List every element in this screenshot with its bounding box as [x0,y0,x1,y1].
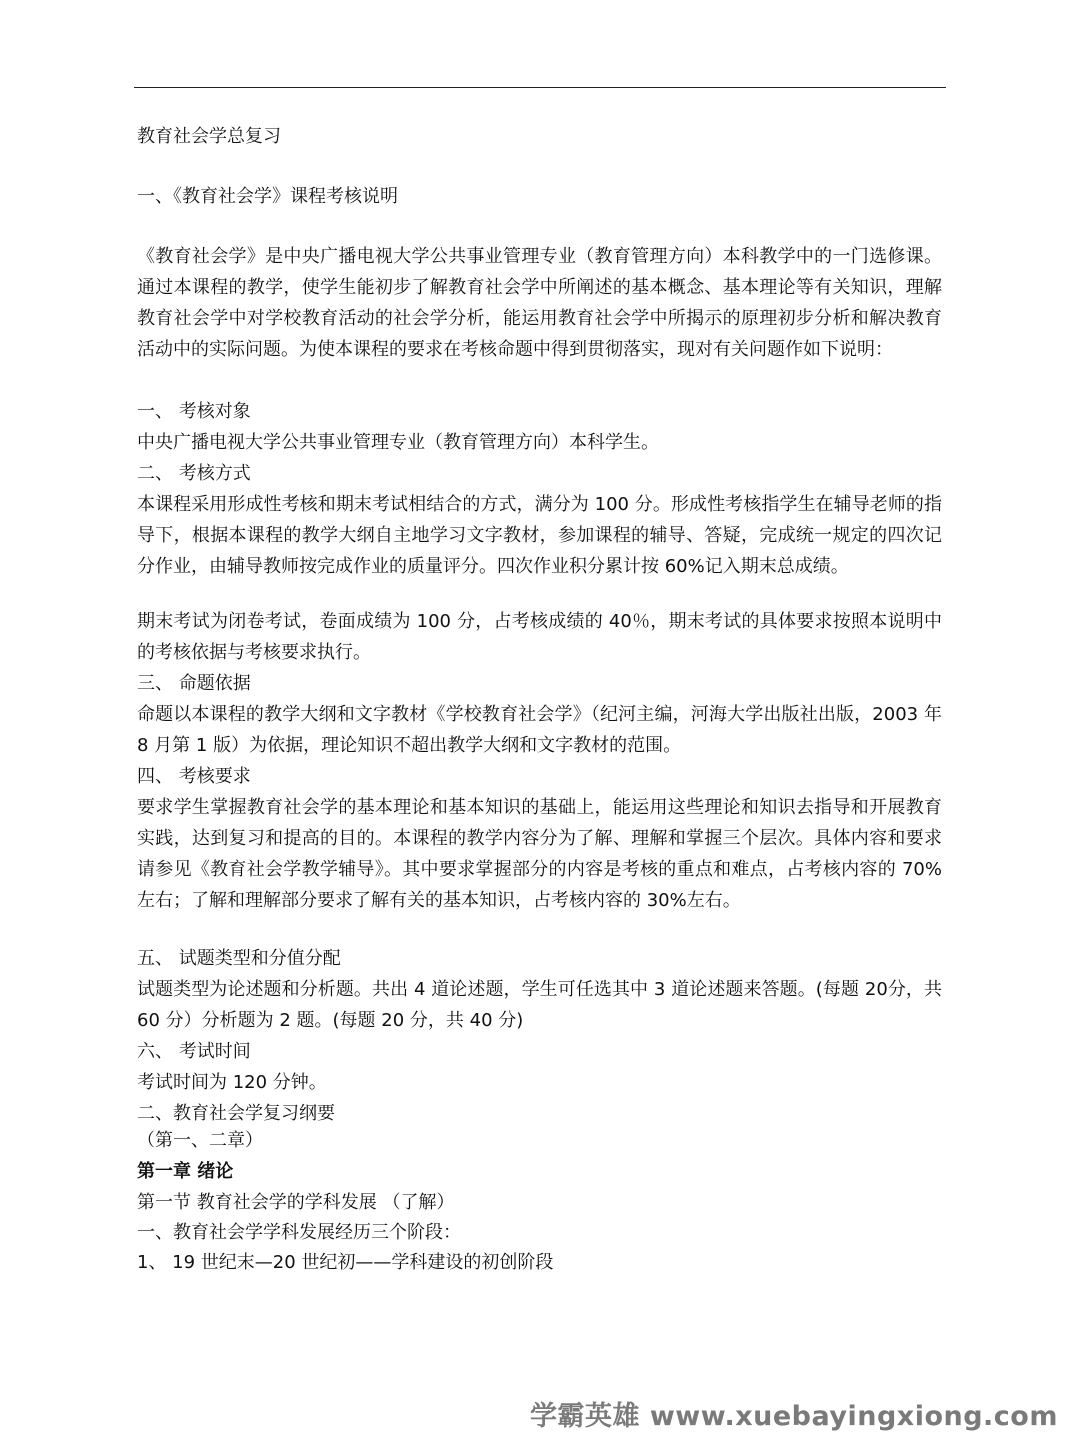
item-text-1: 中央广播电视大学公共事业管理专业（教育管理方向）本科学生。 [137,432,659,453]
item-heading-4: 四、 考核要求 [137,766,251,787]
item-text-4: 要求学生掌握教育社会学的基本理论和基本知识的基础上，能运用这些理论和知识去指导和开展教育实践，达到复习和提高的目的。本课程的教学内容分为了解、理解和掌握三个层次。具体内容和要求请参见《教育社会学教学辅导》。其中要求掌握部分的内容是考核的重点和难点，占考核内容的 70%左右；了解和理解部分要求了解有关的基本知识，占考核内容的 30%左右。 [137,797,942,911]
section-heading-1: 一、《教育社会学》课程考核说明 [137,186,398,207]
item-text-2b: 期末考试为闭卷考试，卷面成绩为 100 分，占考核成绩的 40％，期末考试的具体要求按照本说明中的考核依据与考核要求执行。 [137,611,942,663]
section-title: 第一节 教育社会学的学科发展 （了解） [137,1192,455,1213]
document-title: 教育社会学总复习 [137,126,281,147]
intro-paragraph: 《教育社会学》是中央广播电视大学公共事业管理专业（教育管理方向）本科教学中的一门选修课。通过本课程的教学，使学生能初步了解教育社会学中所阐述的基本概念、基本理论等有关知识，理解教育社会学中对学校教育活动的社会学分析，能运用教育社会学中所揭示的原理初步分析和解决教育活动中的实际问题。为使本课程的要求在考核命题中得到贯彻落实，现对有关问题作如下说明： [137,246,942,360]
item-text-5: 试题类型为论述题和分析题。共出 4 道论述题，学生可任选其中 3 道论述题来答题。(每题 20分，共 60 分）分析题为 2 题。(每题 20 分，共 40 分) [137,979,942,1031]
item-heading-5: 五、 试题类型和分值分配 [137,948,341,969]
item-text-3: 命题以本课程的教学大纲和文字教材《学校教育社会学》（纪河主编，河海大学出版社出版，2003 年 8 月第 1 版）为依据，理论知识不超出教学大纲和文字教材的范围。 [137,704,942,756]
section-heading-2: 二、教育社会学复习纲要 [137,1103,335,1124]
outline-point: 一、教育社会学学科发展经历三个阶段： [137,1222,461,1243]
top-rule [134,87,946,88]
item-heading-1: 一、 考核对象 [137,401,251,422]
item-heading-6: 六、 考试时间 [137,1041,251,1062]
outline-subpoint: 1、 19 世纪末—20 世纪初——学科建设的初创阶段 [137,1252,554,1273]
item-text-2a: 本课程采用形成性考核和期末考试相结合的方式，满分为 100 分。形成性考核指学生在辅导老师的指导下，根据本课程的教学大纲自主地学习文字教材，参加课程的辅导、答疑，完成统一规定的四次记分作业，由辅导教师按完成作业的质量评分。四次作业积分累计按 60%记入期末总成绩。 [137,494,942,577]
chapters-range: （第一、二章） [137,1130,263,1151]
chapter-title: 第一章 绪论 [137,1161,234,1182]
item-text-6: 考试时间为 120 分钟。 [137,1072,327,1093]
item-heading-2: 二、 考核方式 [137,463,251,484]
watermark: 学霸英雄 www.xuebayingxiong.com [529,1401,1058,1432]
item-heading-3: 三、 命题依据 [137,673,251,694]
